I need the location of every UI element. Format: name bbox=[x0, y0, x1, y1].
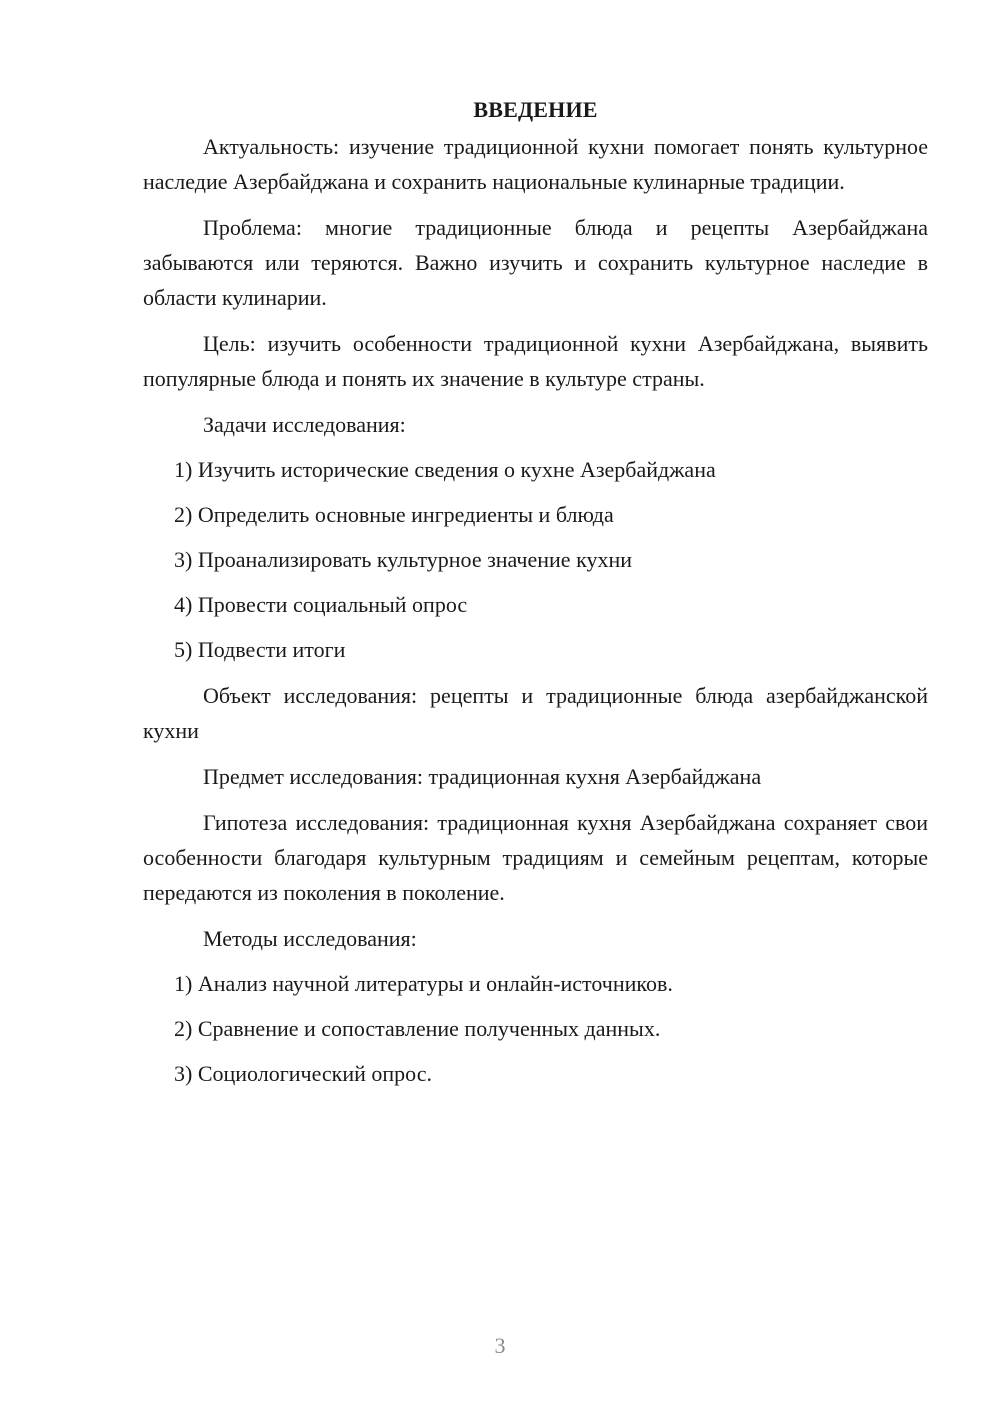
list-item: 2) Определить основные ингредиенты и блюда bbox=[174, 502, 614, 527]
methods-list bbox=[143, 966, 928, 1091]
list-item: 5) Подвести итоги bbox=[174, 637, 346, 662]
subject-paragraph: Предмет исследования: традиционная кухня Азербайджана bbox=[203, 764, 762, 789]
list-item: 3) Проанализировать культурное значение кухни bbox=[174, 547, 632, 572]
hypothesis-paragraph: Гипотеза исследования: традиционная кухня Азербайджана сохраняет свои особенности благодаря культурным традициям и семейным рецептам, которые передаются из поколения в поколение. bbox=[143, 810, 928, 905]
page-number: 3 bbox=[494, 1333, 506, 1358]
list-item: 1) Изучить исторические сведения о кухне Азербайджана bbox=[174, 457, 716, 482]
object-paragraph: Объект исследования: рецепты и традиционные блюда азербайджанской кухни bbox=[143, 683, 928, 743]
list-item: 2) Сравнение и сопоставление полученных данных. bbox=[174, 1016, 661, 1041]
methods-label: Методы исследования: bbox=[203, 926, 417, 951]
list-item: 4) Провести социальный опрос bbox=[174, 592, 468, 617]
goal-paragraph: Цель: изучить особенности традиционной кухни Азербайджана, выявить популярные блюда и понять их значение в культуре страны. bbox=[143, 331, 928, 391]
tasks-label: Задачи исследования: bbox=[203, 412, 406, 437]
section-heading: ВВЕДЕНИЕ bbox=[473, 97, 598, 122]
list-item: 1) Анализ научной литературы и онлайн-источников. bbox=[174, 971, 673, 996]
problem-paragraph: Проблема: многие традиционные блюда и рецепты Азербайджана забываются или теряются. Важно изучить и сохранить культурное наследие в области кулинарии. bbox=[143, 215, 928, 310]
tasks-list bbox=[143, 452, 928, 667]
list-item: 3) Социологический опрос. bbox=[174, 1061, 432, 1086]
relevance-paragraph: Актуальность: изучение традиционной кухни помогает понять культурное наследие Азербайджана и сохранить национальные кулинарные традиции. bbox=[143, 134, 928, 194]
page-content bbox=[143, 92, 928, 1102]
